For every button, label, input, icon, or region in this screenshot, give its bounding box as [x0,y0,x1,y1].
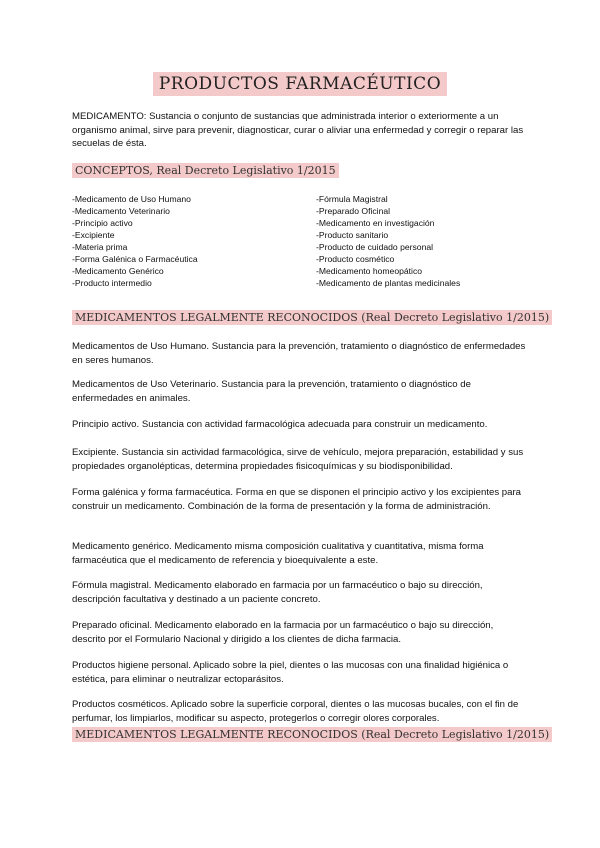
definition-formula-magistral: Fórmula magistral. Medicamento elaborado en farmacia por un farmacéutico o bajo su dirección, descripción facultativa y destinado a un paciente concreto. [72,580,483,605]
definition-principio-activo: Principio activo. Sustancia con actividad farmacológica adecuada para construir un medicamento. [72,419,488,430]
definition-forma-galenica: Forma galénica y forma farmacéutica. Forma en que se disponen el principio activo y los excipientes para construir un medicamento. Combinación de la forma de presentación y la forma de administración. [72,487,521,512]
list-item: -Materia prima [72,242,128,252]
list-item: -Producto de cuidado personal [316,242,434,252]
list-item: -Producto sanitario [316,230,389,240]
list-item: -Excipiente [72,230,115,240]
page-title-wrap [0,74,600,94]
definition-uso-veterinario: Medicamentos de Uso Veterinario. Sustancia para la prevención, tratamiento o diagnóstico de enfermedades en animales. [72,379,471,404]
page-title: PRODUCTOS FARMACÉUTICO [153,72,447,96]
list-item: -Medicamento homeopático [316,266,423,276]
list-item: -Medicamento Veterinario [72,206,170,216]
legal-header-repeat: MEDICAMENTOS LEGALMENTE RECONOCIDOS (Real Decreto Legislativo 1/2015) [72,727,552,742]
list-item: -Producto intermedio [72,278,152,288]
definition-medicamento-generico: Medicamento genérico. Medicamento misma composición cualitativa y cuantitativa, misma forma farmacéutica que el medicamento de referencia y bioequivalente a este. [72,541,484,566]
definition-preparado-oficinal: Preparado oficinal. Medicamento elaborado en la farmacia por un farmacéutico o bajo su dirección, descrito por el Formulario Nacional y dirigido a los clientes de dicha farmacia. [72,620,494,645]
list-item: -Fórmula Magistral [316,194,388,204]
concepts-left-list [72,193,198,289]
legal-header: MEDICAMENTOS LEGALMENTE RECONOCIDOS (Real Decreto Legislativo 1/2015) [72,310,552,325]
definition-excipiente: Excipiente. Sustancia sin actividad farmacológica, sirve de vehículo, mejora preparación, estabilidad y sus propiedades organolépticas, determina propiedades fisicoquímicas y su biodisponibilidad. [72,447,524,472]
definition-cosmeticos: Productos cosméticos. Aplicado sobre la superficie corporal, dientes o las mucosas bucales, con el fin de perfumar, los limpiarlos, modificar su aspecto, protegerlos o corregir olores corporales. [72,699,519,724]
concepts-header: CONCEPTOS, Real Decreto Legislativo 1/2015 [72,163,339,178]
list-item: -Medicamento de plantas medicinales [316,278,461,288]
concepts-right-list [316,193,460,289]
list-item: -Producto cosmético [316,254,395,264]
list-item: -Preparado Oficinal [316,206,391,216]
list-item: -Forma Galénica o Farmacéutica [72,254,198,264]
list-item: -Principio activo [72,218,133,228]
list-item: -Medicamento en investigación [316,218,435,228]
list-item: -Medicamento Genérico [72,266,164,276]
definition-uso-humano: Medicamentos de Uso Humano. Sustancia para la prevención, tratamiento o diagnóstico de enfermedades en seres humanos. [72,341,526,366]
list-item: -Medicamento de Uso Humano [72,194,191,204]
definition-higiene-personal: Productos higiene personal. Aplicado sobre la piel, dientes o las mucosas con una finalidad higiénica o estética, para eliminar o neutralizar ectoparásitos. [72,660,509,685]
intro-paragraph: MEDICAMENTO: Sustancia o conjunto de sustancias que administrada interior o exteriormente a un organismo animal, sirve para prevenir, diagnosticar, curar o aliviar una enfermedad y corregir o reparar las secuelas de ésta. [72,111,524,149]
